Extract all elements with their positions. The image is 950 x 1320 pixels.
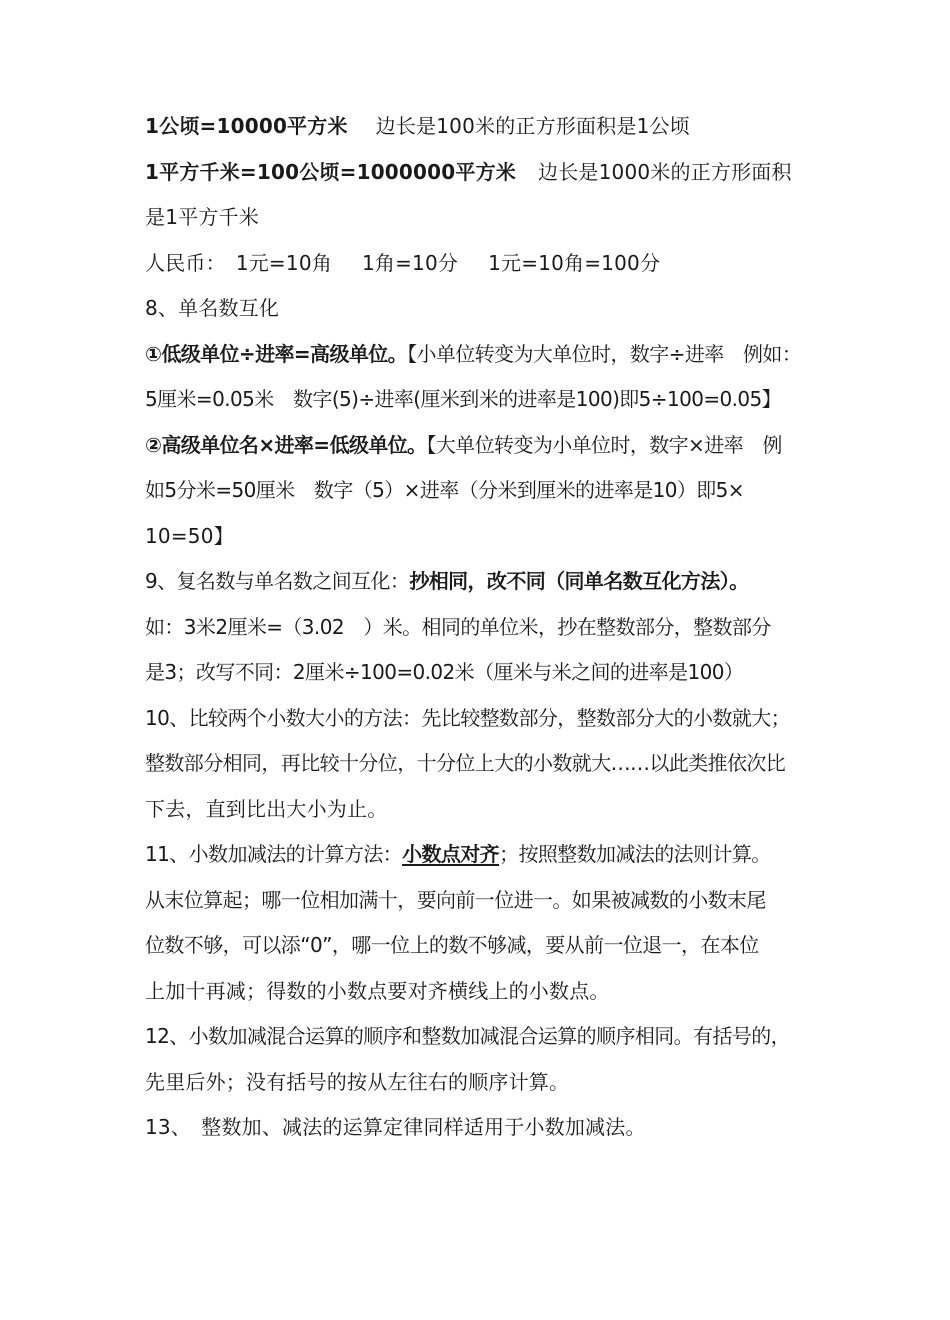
line-section-10-end (145, 787, 810, 833)
section-11-key-point: 小数点对齐 (402, 842, 500, 866)
line-hectare (145, 104, 810, 150)
currency-jiao-fen: 1角=10分 (361, 250, 459, 275)
section-12-text: 12、小数加减混合运算的顺序和整数加减混合运算的顺序相同。有括号的， (145, 1024, 791, 1048)
line-section-9-example-cont (145, 650, 810, 696)
line-rule-1-example (145, 377, 810, 423)
line-rule-2-example (145, 468, 810, 514)
section-10-heading (145, 696, 810, 742)
section-13-heading (145, 1105, 810, 1151)
line-rule-2 (145, 423, 810, 469)
section-9-example-cont: 是3；改写不同：2厘米÷100=0.02米（厘米与米之间的进率是100） (145, 660, 744, 684)
square-kilometer-explanation-cont: 是1平方千米 (145, 205, 259, 229)
section-9-example: 如：3米2厘米=（3.02 ）米。相同的单位米，抄在整数部分，整数部分 (145, 614, 771, 639)
section-8-heading (145, 286, 810, 332)
rule-2-text: 【大单位转变为小单位时，数字×进率 例 (426, 432, 782, 457)
section-11-text-1: 从末位算起；哪一位相加满十，要向前一位进一。如果被减数的小数末尾 (145, 887, 766, 912)
section-9-bold: 抄相同，改不同（同单名数互化方法）。 (409, 569, 749, 593)
section-11-rest: ；按照整数加减法的法则计算。 (499, 842, 771, 866)
section-12-heading (145, 1014, 810, 1060)
document-content (145, 104, 810, 1151)
square-kilometer-definition: 1平方千米=100公顷=1000000平方米 (145, 159, 516, 184)
line-currency (145, 241, 810, 287)
rule-1-text: 【小单位转变为大单位时，数字÷进率 例如： (407, 341, 802, 366)
currency-yuan-jiao-fen: 1元=10角=100分 (488, 250, 661, 275)
line-section-12-cont (145, 1060, 810, 1106)
hectare-explanation: 边长是100米的正方形面积是1公顷 (375, 114, 690, 138)
rule-2-example: 如5分米=50厘米 数字（5）×进率（分米到厘米的进率是10）即5× (145, 478, 744, 502)
line-square-kilometer (145, 150, 810, 196)
rule-2-example-cont: 10=50】 (145, 523, 234, 548)
section-11-title: 11、小数加减法的计算方法： (145, 842, 403, 866)
line-rule-1 (145, 332, 810, 378)
section-12-text-cont: 先里后外；没有括号的按从左往右的顺序计算。 (145, 1069, 570, 1094)
line-section-11-cont-3 (145, 969, 810, 1015)
line-section-9-example (145, 605, 810, 651)
line-rule-2-example-cont (145, 514, 810, 560)
line-section-10-cont (145, 741, 810, 787)
rule-1-example: 5厘米=0.05米 数字(5)÷进率(厘米到米的进率是100)即5÷100=0.05】 (145, 387, 782, 411)
square-kilometer-explanation: 边长是1000米的正方形面积 (538, 159, 792, 184)
section-9-title: 9、复名数与单名数之间互化： (145, 569, 410, 593)
section-9-heading (145, 559, 810, 605)
line-square-kilometer-cont (145, 195, 810, 241)
rule-2-bold: ②高级单位名×进率=低级单位。 (145, 432, 427, 457)
currency-label: 人民币： (145, 250, 226, 275)
hectare-definition: 1公顷=10000平方米 (145, 114, 348, 138)
section-10-text-cont: 整数部分相同，再比较十分位，十分位上大的小数就大……以此类推依次比 (145, 751, 786, 775)
line-section-11-cont-2 (145, 923, 810, 969)
section-11-text-3: 上加十再减；得数的小数点要对齐横线上的小数点。 (145, 978, 610, 1003)
section-10-text-end: 下去，直到比出大小为止。 (145, 796, 388, 821)
section-11-heading (145, 832, 810, 878)
rule-1-bold: ①低级单位÷进率=高级单位。 (145, 341, 408, 366)
currency-yuan-jiao: 1元=10角 (235, 250, 332, 275)
line-section-11-cont-1 (145, 878, 810, 924)
section-11-text-2: 位数不够，可以添“0”，哪一位上的数不够减，要从前一位退一，在本位 (145, 933, 759, 957)
section-13-text: 13、 整数加、减法的运算定律同样适用于小数加减法。 (145, 1115, 646, 1139)
section-8-title: 8、单名数互化 (145, 296, 280, 320)
section-10-text: 10、比较两个小数大小的方法：先比较整数部分，整数部分大的小数就大； (145, 705, 791, 730)
